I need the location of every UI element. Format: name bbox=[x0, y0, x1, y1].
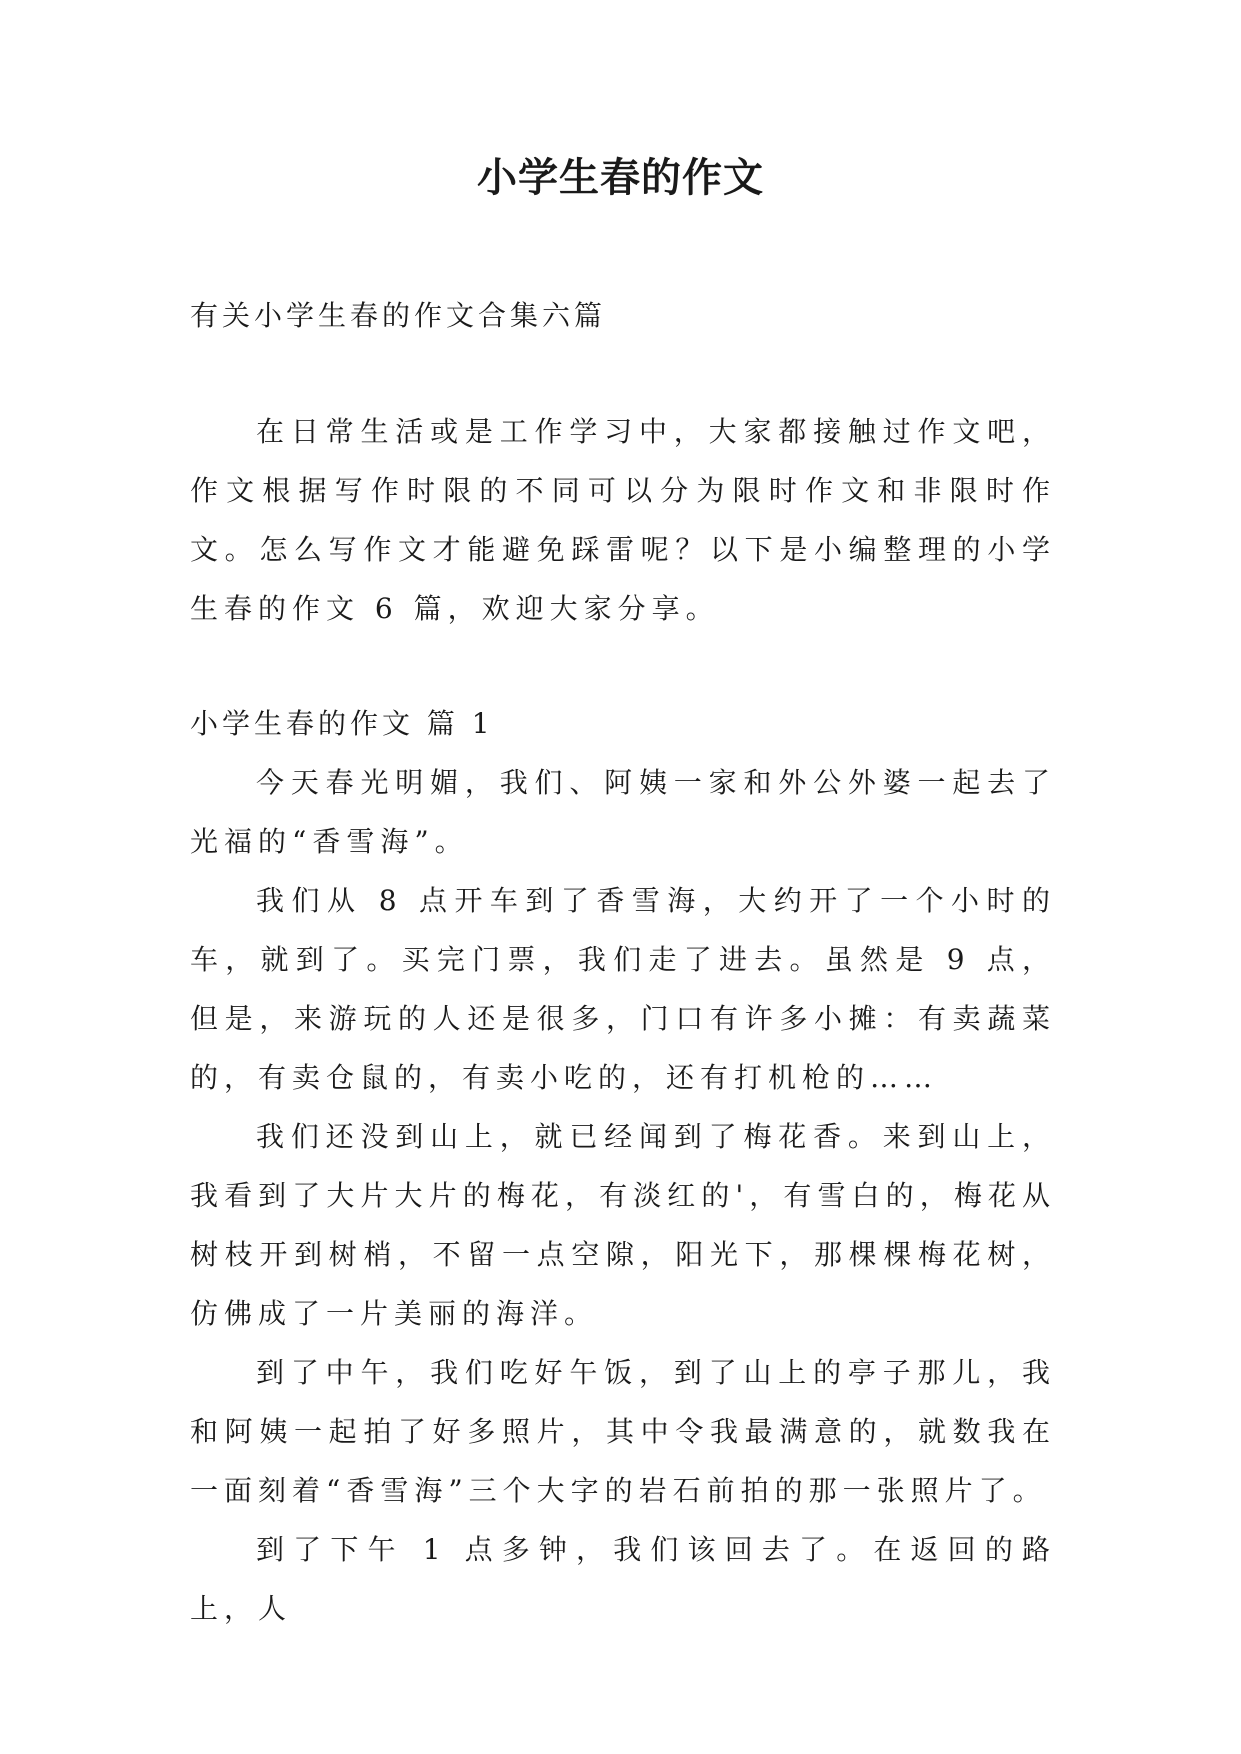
essay-section bbox=[190, 694, 1056, 1638]
intro-paragraph: 在日常生活或是工作学习中，大家都接触过作文吧，作文根据写作时限的不同可以分为限时作文和非限时作文。怎么写作文才能避免踩雷呢？以下是小编整理的小学生春的作文 6 篇，欢迎大家分享。 bbox=[190, 415, 1056, 625]
essay-paragraph: 我们还没到山上，就已经闻到了梅花香。来到山上，我看到了大片大片的梅花，有淡红的'，有雪白的，梅花从树枝开到树梢，不留一点空隙，阳光下，那棵棵梅花树，仿佛成了一片美丽的海洋。 bbox=[190, 1120, 1056, 1330]
essay-paragraph: 我们从 8 点开车到了香雪海，大约开了一个小时的车，就到了。买完门票，我们走了进去。虽然是 9 点，但是，来游玩的人还是很多，门口有许多小摊：有卖蔬菜的，有卖仓鼠的，有卖小吃的，还有打机枪的…… bbox=[190, 884, 1056, 1094]
document-title: 小学生春的作文 bbox=[477, 155, 764, 201]
essay-heading: 小学生春的作文 篇 1 bbox=[190, 707, 494, 740]
document-subtitle: 有关小学生春的作文合集六篇 bbox=[190, 299, 607, 332]
essay-paragraph: 今天春光明媚，我们、阿姨一家和外公外婆一起去了光福的“香雪海”。 bbox=[190, 766, 1056, 858]
essay-paragraph: 到了中午，我们吃好午饭，到了山上的亭子那儿，我和阿姨一起拍了好多照片，其中令我最满意的，就数我在一面刻着“香雪海”三个大字的岩石前拍的那一张照片了。 bbox=[190, 1356, 1056, 1507]
essay-paragraph: 到了下午 1 点多钟，我们该回去了。在返回的路上，人 bbox=[190, 1533, 1056, 1625]
intro-section bbox=[190, 402, 1056, 638]
